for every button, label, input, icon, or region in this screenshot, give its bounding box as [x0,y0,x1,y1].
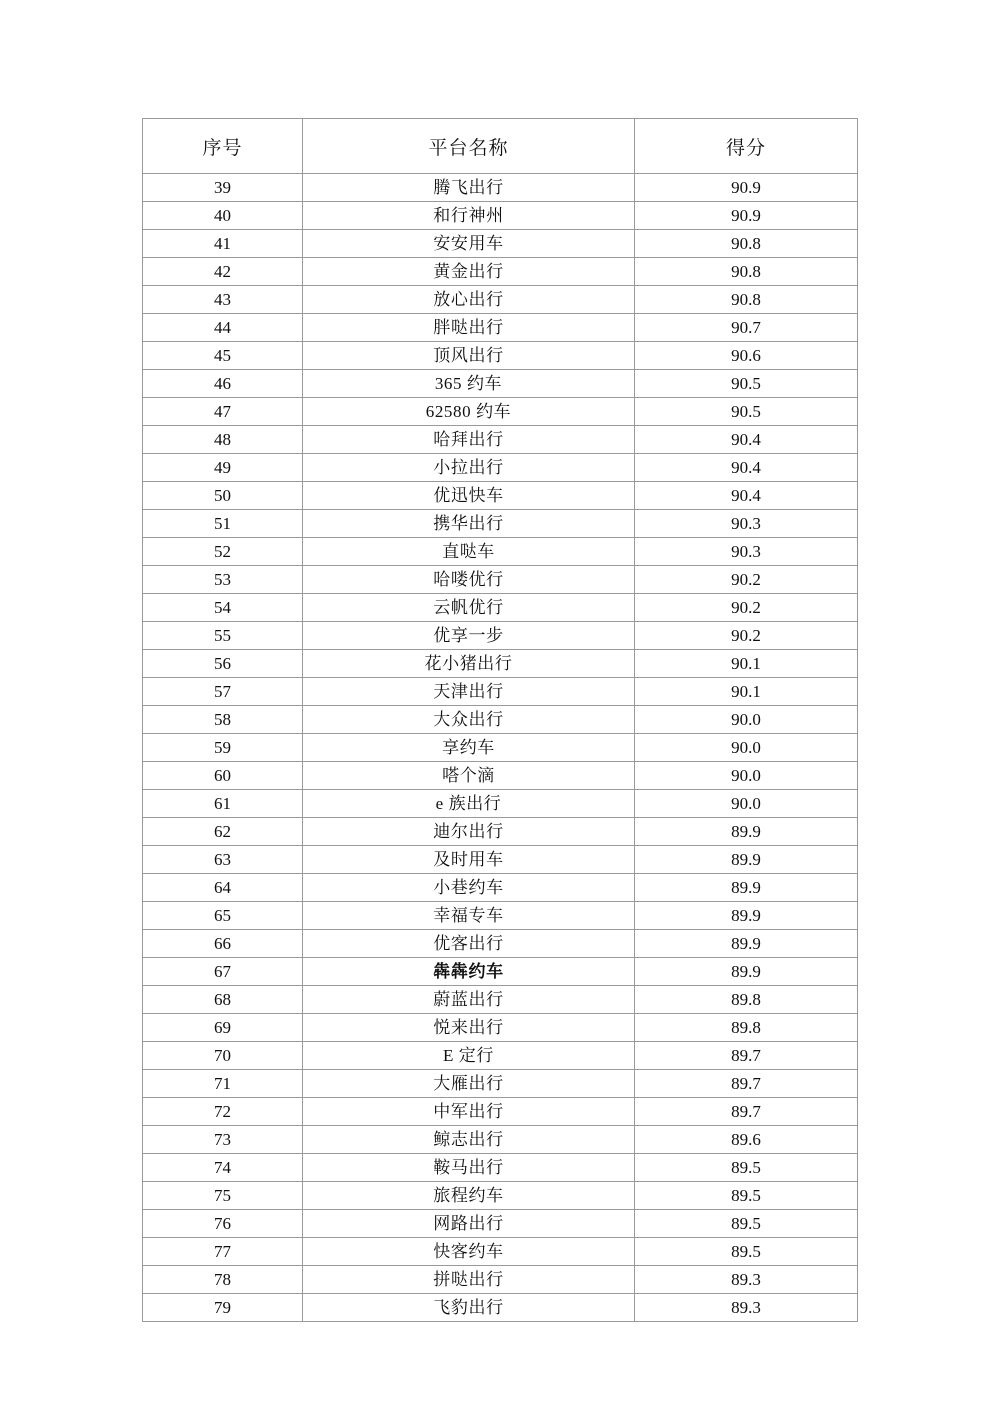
cell-platform: 哈拜出行 [303,426,635,454]
cell-index: 57 [143,678,303,706]
cell-platform: 携华出行 [303,510,635,538]
cell-index: 58 [143,706,303,734]
table-row [143,1182,858,1210]
cell-index: 71 [143,1070,303,1098]
cell-index: 60 [143,762,303,790]
table-row [143,958,858,986]
cell-score: 89.3 [635,1266,858,1294]
table-row [143,1126,858,1154]
cell-score: 89.8 [635,1014,858,1042]
cell-platform: 旅程约车 [303,1182,635,1210]
table-row [143,874,858,902]
column-header-platform: 平台名称 [303,119,635,174]
cell-platform: 62580 约车 [303,398,635,426]
cell-index: 53 [143,566,303,594]
table-header [143,119,858,174]
table-row [143,202,858,230]
column-header-index: 序号 [143,119,303,174]
cell-score: 90.9 [635,174,858,202]
cell-score: 90.0 [635,734,858,762]
table-row [143,426,858,454]
table-row [143,314,858,342]
cell-score: 90.2 [635,622,858,650]
table-row [143,1294,858,1322]
table-row [143,342,858,370]
cell-platform: 安安用车 [303,230,635,258]
cell-platform: 小巷约车 [303,874,635,902]
cell-index: 50 [143,482,303,510]
cell-index: 67 [143,958,303,986]
cell-score: 90.1 [635,650,858,678]
cell-index: 48 [143,426,303,454]
cell-score: 90.5 [635,398,858,426]
cell-platform: 中军出行 [303,1098,635,1126]
cell-score: 89.7 [635,1070,858,1098]
cell-platform: 黄金出行 [303,258,635,286]
table-row [143,650,858,678]
cell-index: 75 [143,1182,303,1210]
cell-platform: 花小猪出行 [303,650,635,678]
table-row [143,706,858,734]
table-row [143,734,858,762]
cell-index: 41 [143,230,303,258]
cell-score: 90.8 [635,258,858,286]
cell-score: 90.3 [635,510,858,538]
cell-index: 42 [143,258,303,286]
cell-platform: 胖哒出行 [303,314,635,342]
cell-platform: 优享一步 [303,622,635,650]
cell-score: 90.7 [635,314,858,342]
cell-score: 90.4 [635,454,858,482]
column-header-score: 得分 [635,119,858,174]
cell-index: 45 [143,342,303,370]
cell-score: 89.5 [635,1210,858,1238]
cell-index: 46 [143,370,303,398]
cell-score: 90.3 [635,538,858,566]
table-row [143,398,858,426]
table-header-row [143,119,858,174]
platform-score-table [142,118,858,1322]
cell-index: 74 [143,1154,303,1182]
cell-platform: 幸福专车 [303,902,635,930]
cell-index: 68 [143,986,303,1014]
cell-platform: e 族出行 [303,790,635,818]
table-row [143,538,858,566]
cell-index: 72 [143,1098,303,1126]
cell-score: 90.0 [635,706,858,734]
cell-score: 89.6 [635,1126,858,1154]
cell-score: 90.8 [635,286,858,314]
cell-index: 52 [143,538,303,566]
table-row [143,1070,858,1098]
cell-index: 49 [143,454,303,482]
cell-score: 89.8 [635,986,858,1014]
table-row [143,678,858,706]
cell-score: 90.0 [635,762,858,790]
cell-score: 90.2 [635,566,858,594]
cell-platform: 和行神州 [303,202,635,230]
cell-platform: 快客约车 [303,1238,635,1266]
cell-index: 62 [143,818,303,846]
cell-platform: 及时用车 [303,846,635,874]
table-row [143,230,858,258]
cell-index: 55 [143,622,303,650]
cell-score: 90.9 [635,202,858,230]
cell-index: 69 [143,1014,303,1042]
table-row [143,1154,858,1182]
cell-score: 90.6 [635,342,858,370]
cell-index: 78 [143,1266,303,1294]
cell-score: 89.9 [635,902,858,930]
cell-platform: 放心出行 [303,286,635,314]
cell-platform: 大雁出行 [303,1070,635,1098]
cell-platform: 迪尔出行 [303,818,635,846]
cell-platform: 鲸志出行 [303,1126,635,1154]
cell-index: 47 [143,398,303,426]
cell-score: 89.5 [635,1238,858,1266]
cell-score: 89.3 [635,1294,858,1322]
cell-index: 43 [143,286,303,314]
cell-score: 90.0 [635,790,858,818]
cell-platform: 云帆优行 [303,594,635,622]
table-row [143,370,858,398]
table-row [143,594,858,622]
table-row [143,1210,858,1238]
cell-index: 63 [143,846,303,874]
cell-score: 90.5 [635,370,858,398]
cell-platform: 小拉出行 [303,454,635,482]
table-row [143,622,858,650]
cell-platform: 天津出行 [303,678,635,706]
cell-score: 89.9 [635,958,858,986]
cell-index: 79 [143,1294,303,1322]
cell-index: 39 [143,174,303,202]
table-row [143,790,858,818]
table-row [143,510,858,538]
cell-index: 73 [143,1126,303,1154]
cell-platform: 优客出行 [303,930,635,958]
cell-platform: 飞豹出行 [303,1294,635,1322]
cell-platform: 网路出行 [303,1210,635,1238]
cell-index: 61 [143,790,303,818]
cell-index: 59 [143,734,303,762]
cell-platform: 犇犇约车 [303,958,635,986]
cell-platform: 直哒车 [303,538,635,566]
cell-platform: 哈喽优行 [303,566,635,594]
cell-score: 90.1 [635,678,858,706]
cell-index: 56 [143,650,303,678]
table-row [143,930,858,958]
cell-index: 77 [143,1238,303,1266]
cell-index: 40 [143,202,303,230]
table-row [143,286,858,314]
cell-score: 90.2 [635,594,858,622]
cell-platform: 大众出行 [303,706,635,734]
cell-score: 89.9 [635,930,858,958]
cell-platform: 享约车 [303,734,635,762]
cell-score: 89.7 [635,1098,858,1126]
cell-index: 70 [143,1042,303,1070]
cell-score: 90.4 [635,426,858,454]
cell-index: 64 [143,874,303,902]
table-row [143,258,858,286]
table-body [143,174,858,1322]
cell-score: 89.9 [635,846,858,874]
cell-score: 89.9 [635,818,858,846]
table-row [143,902,858,930]
table-row [143,482,858,510]
cell-score: 90.4 [635,482,858,510]
cell-platform: 悦来出行 [303,1014,635,1042]
cell-index: 65 [143,902,303,930]
cell-platform: 鞍马出行 [303,1154,635,1182]
cell-index: 51 [143,510,303,538]
table-row [143,986,858,1014]
cell-platform: 365 约车 [303,370,635,398]
cell-platform: 拼哒出行 [303,1266,635,1294]
cell-score: 89.5 [635,1154,858,1182]
cell-index: 44 [143,314,303,342]
table-row [143,1098,858,1126]
cell-index: 54 [143,594,303,622]
table-row [143,1238,858,1266]
table-row [143,1266,858,1294]
cell-score: 89.5 [635,1182,858,1210]
cell-platform: 蔚蓝出行 [303,986,635,1014]
cell-platform: 优迅快车 [303,482,635,510]
table-row [143,818,858,846]
cell-platform: 顶风出行 [303,342,635,370]
cell-index: 76 [143,1210,303,1238]
table-row [143,846,858,874]
table-row [143,566,858,594]
table-row [143,1014,858,1042]
cell-score: 90.8 [635,230,858,258]
cell-platform: 腾飞出行 [303,174,635,202]
cell-platform: E 定行 [303,1042,635,1070]
table-row [143,762,858,790]
cell-index: 66 [143,930,303,958]
table-row [143,1042,858,1070]
table-row [143,174,858,202]
cell-score: 89.7 [635,1042,858,1070]
score-table-container [142,118,857,1322]
table-row [143,454,858,482]
cell-platform: 嗒个滴 [303,762,635,790]
cell-score: 89.9 [635,874,858,902]
